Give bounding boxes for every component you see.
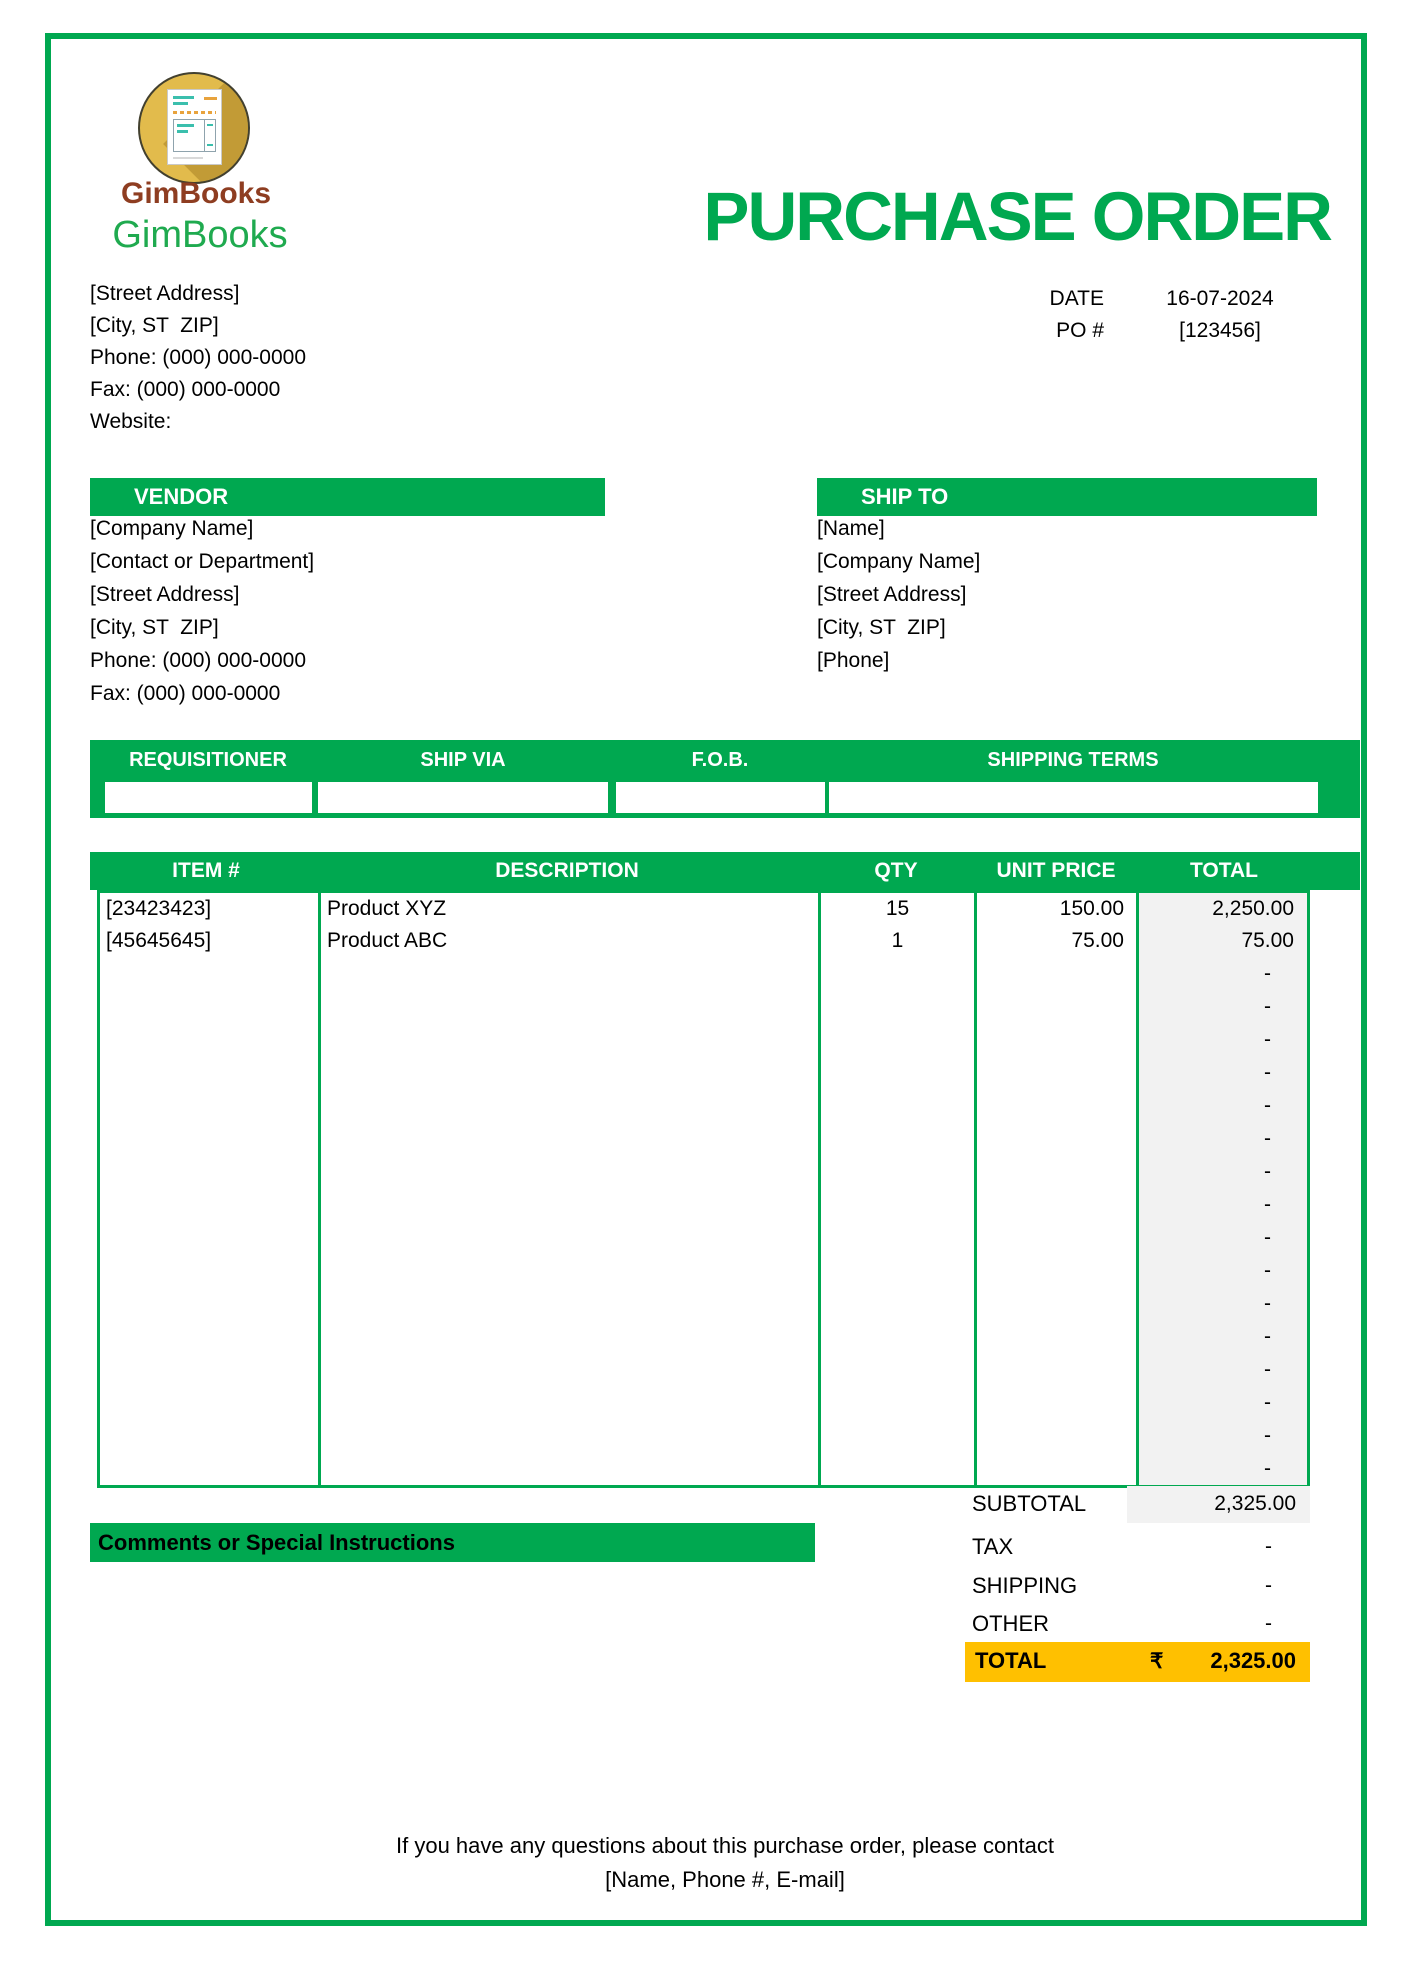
document-title: PURCHASE ORDER [703,178,1331,255]
empty-total-cell: - [1264,1391,1271,1414]
empty-cell [977,1320,1136,1353]
ship-via-header: SHIP VIA [420,749,506,771]
empty-cell [321,957,818,990]
empty-cell [977,1056,1136,1089]
shipping-terms-header: SHIPPING TERMS [987,749,1159,771]
empty-cell [321,1122,818,1155]
gimbooks-logo-icon [138,72,250,184]
items-column-qty [818,893,974,1485]
ship-to-line: [Name] [817,517,885,540]
fob-header: F.O.B. [691,749,749,771]
qty-header: QTY [874,859,918,882]
company-address-block [90,278,306,438]
logo-wordmark: GimBooks [120,177,272,210]
description-header: DESCRIPTION [495,859,639,882]
empty-cell [977,1254,1136,1287]
vendor-address-block [90,512,314,710]
subtotal-label: SUBTOTAL [972,1491,1087,1516]
po-number-value: [123456] [1179,319,1261,342]
ship-to-line: [Company Name] [817,550,981,573]
empty-cell [100,1221,318,1254]
grand-total-row [965,1642,1310,1682]
empty-cell [977,990,1136,1023]
empty-cell [821,1452,974,1485]
empty-cell [100,1122,318,1155]
empty-cell [977,1452,1136,1485]
empty-cell [977,1089,1136,1122]
empty-total-cell: - [1264,1028,1271,1051]
company-name: GimBooks [112,214,288,256]
empty-cell [100,990,318,1023]
fob-input[interactable] [616,782,825,813]
empty-cell [100,1056,318,1089]
empty-cell [977,1122,1136,1155]
empty-cell [821,1089,974,1122]
empty-cell [321,1089,818,1122]
empty-total-cell: - [1264,1358,1271,1381]
vendor-line: [Contact or Department] [90,550,315,573]
empty-cell [100,1386,318,1419]
empty-total-cell: - [1264,1292,1271,1315]
empty-cell [821,1122,974,1155]
item-cell-unit_price: 150.00 [1059,897,1124,920]
date-value: 16-07-2024 [1166,287,1274,310]
empty-total-cell: - [1264,1061,1271,1084]
vendor-line: [Company Name] [90,517,254,540]
empty-cell [100,1320,318,1353]
empty-total-cell: - [1264,1226,1271,1249]
empty-cell [821,1320,974,1353]
empty-total-cell: - [1264,1160,1271,1183]
empty-total-cell: - [1264,1457,1271,1480]
empty-cell [977,1353,1136,1386]
empty-cell [100,1287,318,1320]
empty-total-cell: - [1264,995,1271,1018]
empty-cell [100,1023,318,1056]
empty-cell [100,1188,318,1221]
vendor-line: Fax: (000) 000-0000 [90,682,281,705]
empty-cell [821,1023,974,1056]
ship-to-section-header: SHIP TO [817,478,1317,516]
empty-cell [977,1023,1136,1056]
empty-cell [100,1452,318,1485]
item-cell-total: 75.00 [1241,929,1294,952]
empty-cell [321,1221,818,1254]
empty-cell [321,1188,818,1221]
unit-price-header: UNIT PRICE [996,859,1116,882]
ship-to-line: [Phone] [817,649,890,672]
footer-line-1: If you have any questions about this purchase order, please contact [396,1833,1054,1858]
company-address-line: Phone: (000) 000-0000 [90,346,306,369]
empty-cell [321,1419,818,1452]
item-cell-item: [45645645] [106,929,212,952]
other-value: - [1265,1612,1272,1635]
empty-cell [977,957,1136,990]
vendor-line: Phone: (000) 000-0000 [90,649,306,672]
requisitioner-input[interactable] [105,782,312,813]
empty-cell [321,1155,818,1188]
empty-cell [321,1287,818,1320]
footer-line-2: [Name, Phone #, E-mail] [605,1867,845,1892]
empty-cell [821,990,974,1023]
invoice-doc-icon [167,89,222,165]
empty-cell [821,1188,974,1221]
empty-total-cell: - [1264,1325,1271,1348]
empty-cell [977,1287,1136,1320]
empty-cell [321,1452,818,1485]
empty-cell [321,1353,818,1386]
item-number-header: ITEM # [172,859,240,882]
item-cell-qty: 15 [885,897,910,920]
grand-total-label: TOTAL [975,1648,1047,1673]
empty-total-cell: - [1264,1193,1271,1216]
item-cell-qty: 1 [891,929,904,952]
empty-total-cell: - [1264,1424,1271,1447]
date-label: DATE [1049,287,1104,310]
empty-total-cell: - [1264,1259,1271,1282]
company-address-line: Fax: (000) 000-0000 [90,378,281,401]
tax-value: - [1265,1535,1272,1558]
empty-cell [100,1155,318,1188]
items-column-item [100,893,318,1485]
items-column-total [1136,893,1307,1485]
subtotal-value: 2,325.00 [1214,1492,1296,1515]
company-address-line: [Street Address] [90,282,240,305]
empty-cell [821,1353,974,1386]
item-cell-item: [23423423] [106,897,212,920]
tax-label: TAX [972,1534,1014,1559]
total-header: TOTAL [1189,859,1259,882]
empty-cell [321,1386,818,1419]
empty-cell [321,1056,818,1089]
items-column-unit_price [974,893,1136,1485]
other-label: OTHER [972,1611,1049,1636]
empty-cell [100,1089,318,1122]
empty-cell [100,1419,318,1452]
vendor-section-header: VENDOR [90,478,605,516]
empty-cell [100,1353,318,1386]
empty-cell [977,1386,1136,1419]
company-address-line: [City, ST ZIP] [90,314,219,337]
item-cell-description: Product ABC [327,929,448,952]
ship-to-line: [Street Address] [817,583,967,606]
items-table-header [90,852,1360,890]
empty-cell [821,1056,974,1089]
rupee-currency-icon: ₹ [1150,1650,1164,1673]
ship-to-line: [City, ST ZIP] [817,616,946,639]
empty-cell [821,957,974,990]
shipping-terms-input[interactable] [829,782,1318,813]
empty-cell [321,990,818,1023]
vendor-line: [Street Address] [90,583,240,606]
vendor-line: [City, ST ZIP] [90,616,219,639]
empty-total-cell: - [1264,1127,1271,1150]
footer-note [90,1829,1360,1897]
comments-section-header: Comments or Special Instructions [90,1523,815,1562]
empty-cell [977,1221,1136,1254]
ship-to-address-block [817,512,980,677]
empty-cell [977,1419,1136,1452]
empty-cell [321,1320,818,1353]
empty-cell [977,1188,1136,1221]
empty-cell [321,1023,818,1056]
empty-cell [821,1221,974,1254]
empty-cell [821,1419,974,1452]
empty-cell [821,1287,974,1320]
shipping-value: - [1265,1574,1272,1597]
empty-cell [100,957,318,990]
po-number-label: PO # [1056,319,1104,342]
items-column-description [318,893,818,1485]
empty-cell [321,1254,818,1287]
empty-cell [821,1386,974,1419]
empty-cell [977,1155,1136,1188]
shipping-label: SHIPPING [972,1573,1078,1598]
item-cell-unit_price: 75.00 [1071,929,1124,952]
empty-total-cell: - [1264,1094,1271,1117]
requisitioner-header: REQUISITIONER [129,749,287,771]
empty-cell [821,1155,974,1188]
item-cell-description: Product XYZ [327,897,447,920]
empty-cell [100,1254,318,1287]
item-cell-total: 2,250.00 [1212,897,1294,920]
ship-via-input[interactable] [318,782,608,813]
company-address-line: Website: [90,410,172,433]
empty-total-cell: - [1264,962,1271,985]
items-body [97,890,1310,1488]
grand-total-value: 2,325.00 [1210,1648,1296,1673]
shipping-info-table [90,740,1360,818]
empty-cell [821,1254,974,1287]
